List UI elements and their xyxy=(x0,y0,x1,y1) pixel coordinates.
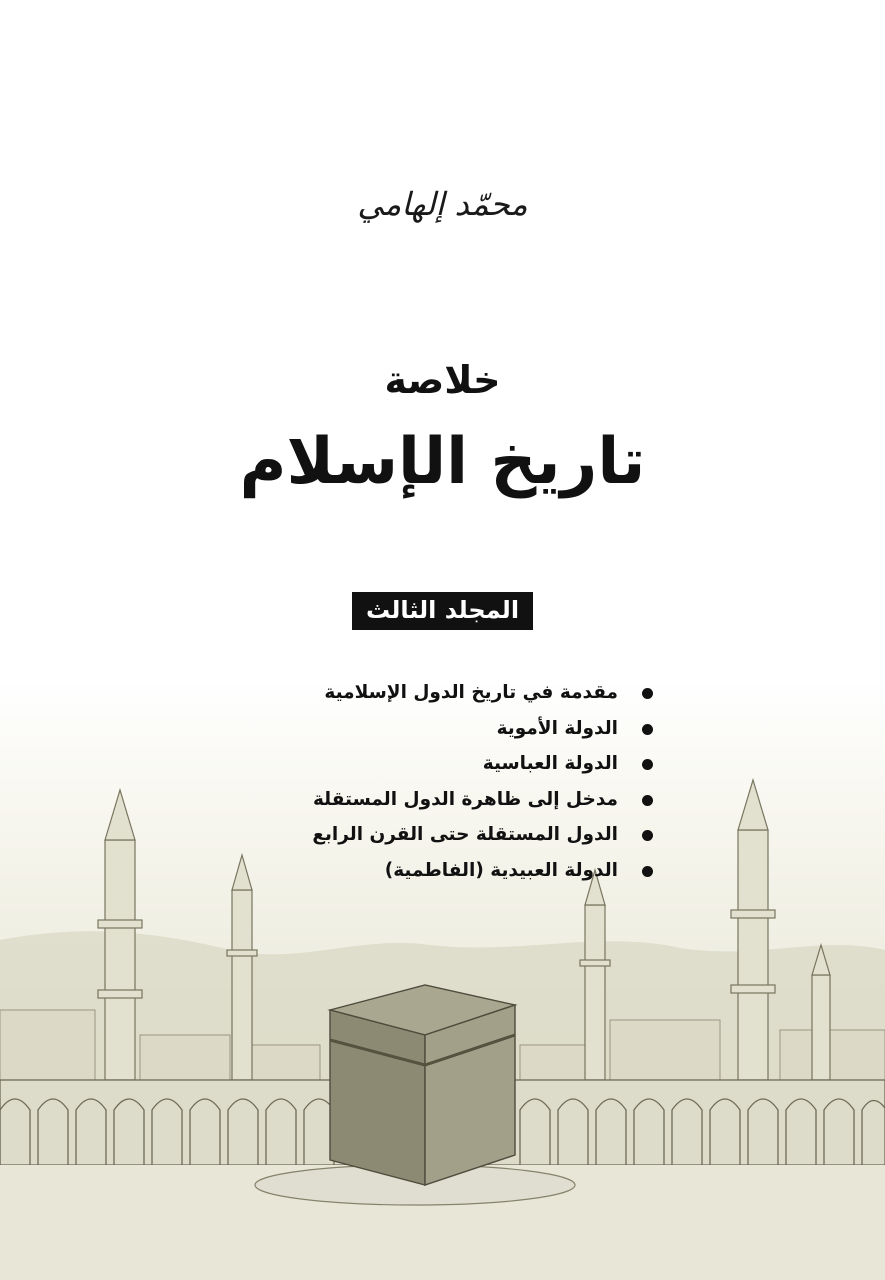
bullet-icon xyxy=(642,759,653,770)
contents-item-label: الدول المستقلة حتى القرن الرابع xyxy=(312,824,618,845)
contents-item-label: مدخل إلى ظاهرة الدول المستقلة xyxy=(312,788,618,810)
contents-item-label: مقدمة في تاريخ الدول الإسلامية xyxy=(324,682,618,703)
minaret-2 xyxy=(227,855,257,1080)
contents-item xyxy=(300,853,658,889)
bullet-icon xyxy=(642,866,653,877)
bullet-icon xyxy=(642,830,653,841)
contents-item xyxy=(300,711,658,747)
contents-item-label: الدولة العباسية xyxy=(482,753,618,774)
contents-item xyxy=(300,782,658,818)
contents-item-label: الدولة الأموية xyxy=(496,717,618,739)
book-title: تاريخ الإسلام xyxy=(239,425,646,499)
contents-item-label: الدولة العبيدية (الفاطمية) xyxy=(384,859,618,881)
bullet-icon xyxy=(642,724,653,735)
bullet-icon xyxy=(642,688,653,699)
contents-item xyxy=(300,817,658,853)
minaret-4 xyxy=(731,780,775,1080)
minaret-3 xyxy=(580,870,610,1080)
volume-label: المجلد الثالث xyxy=(352,592,533,630)
minaret-5 xyxy=(812,945,830,1080)
minaret-1 xyxy=(98,790,142,1080)
volume-label-wrap xyxy=(0,592,885,630)
bullet-icon xyxy=(642,795,653,806)
contents-list xyxy=(300,675,658,888)
author-name: محمّد إلهامي xyxy=(357,185,528,223)
contents-item xyxy=(300,675,658,711)
pre-title: خلاصة xyxy=(384,358,501,402)
kaaba xyxy=(330,985,515,1185)
contents-item xyxy=(300,746,658,782)
